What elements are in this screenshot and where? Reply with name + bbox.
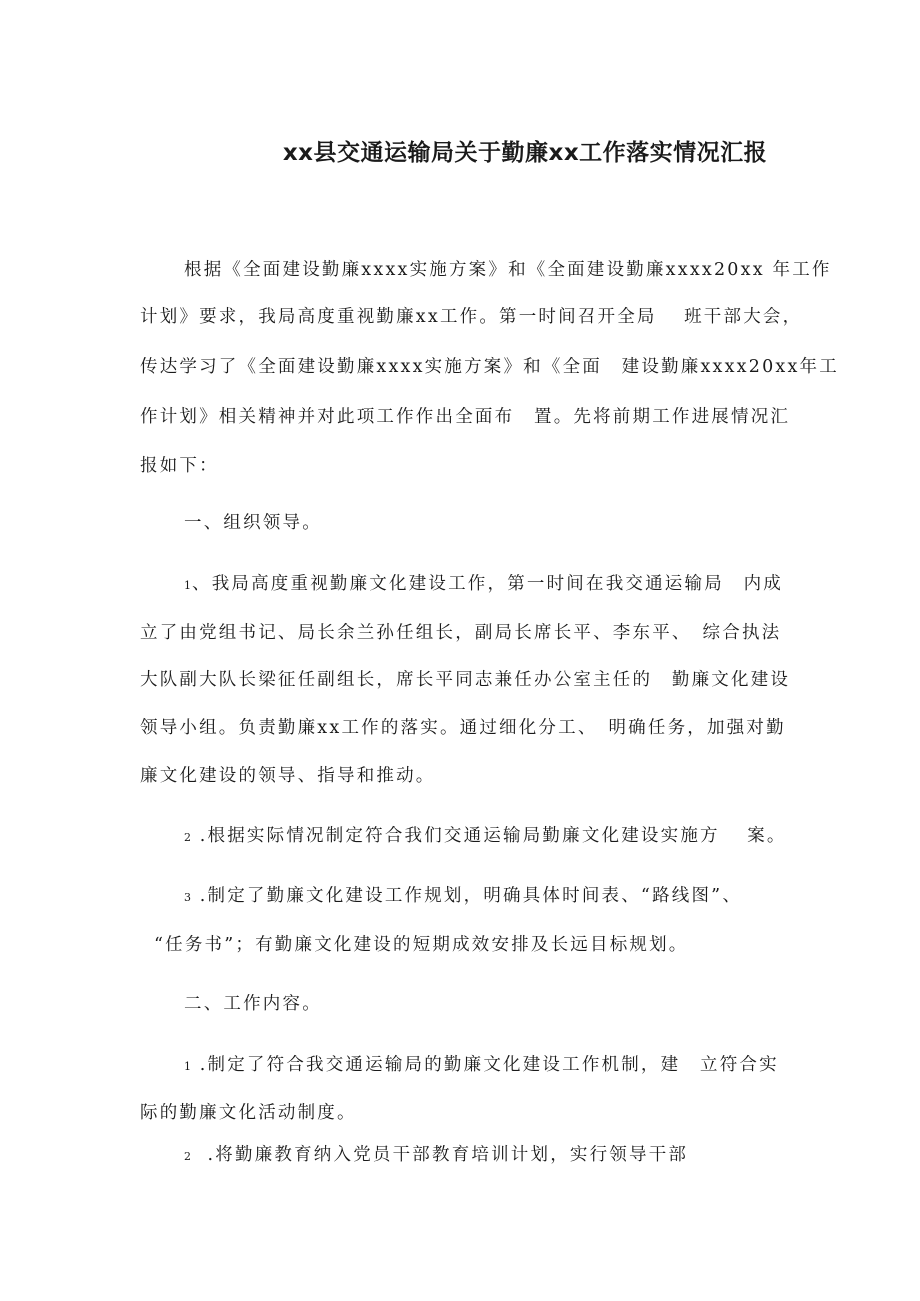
intro-line-5: 报如下： bbox=[140, 456, 219, 476]
s2-item2-number: 2 bbox=[184, 1150, 192, 1163]
intro-line-3: 传达学习了《全面建设勤廉xxxx实施方案》和《全面 建设勤廉xxxx20xx年工 bbox=[140, 357, 839, 377]
intro-line-2: 计划》要求，我局高度重视勤廉xx工作。第一时间召开全局 班干部大会， bbox=[140, 307, 803, 327]
section-1-heading: 一、组织领导。 bbox=[184, 513, 322, 533]
s1-item3-line-1 bbox=[184, 882, 742, 907]
s1-item1-line-2: 立了由党组书记、局长余兰孙任组长，副局长席长平、李东平、 综合执法 bbox=[140, 623, 782, 643]
document-title: xx县交通运输局关于勤廉xx工作落实情况汇报 bbox=[282, 140, 768, 166]
s1-item3-number: 3 bbox=[184, 891, 192, 904]
s1-item1-text: 、我局高度重视勤廉文化建设工作，第一时间在我交通运输局 内成 bbox=[192, 574, 783, 594]
s2-item1-line-1 bbox=[184, 1051, 779, 1076]
s1-item2-line bbox=[184, 822, 787, 847]
s2-item1-text: .制定了符合我交通运输局的勤廉文化建设工作机制，建 立符合实 bbox=[199, 1055, 779, 1075]
s1-item1-line-1 bbox=[184, 570, 783, 595]
intro-line-1: 根据《全面建设勤廉xxxx实施方案》和《全面建设勤廉xxxx20xx 年工作 bbox=[184, 260, 832, 280]
s1-item1-line-3: 大队副大队长梁征任副组长，席长平同志兼任办公室主任的 勤廉文化建设 bbox=[140, 670, 791, 690]
s1-item2-number: 2 bbox=[184, 831, 192, 844]
s2-item1-number: 1 bbox=[184, 1060, 192, 1073]
s2-item2-text: .将勤廉教育纳入党员干部教育培训计划，实行领导干部 bbox=[207, 1145, 689, 1165]
s1-item2-text: .根据实际情况制定符合我们交通运输局勤廉文化建设实施方 案。 bbox=[199, 826, 787, 846]
s1-item1-number: 1 bbox=[184, 579, 192, 592]
section-2-heading: 二、工作内容。 bbox=[184, 994, 322, 1014]
s1-item3-line-2: “任务书”；有勤廉文化建设的短期成效安排及长远目标规划。 bbox=[154, 935, 689, 955]
s2-item1-line-2: 际的勤廉文化活动制度。 bbox=[140, 1103, 357, 1123]
s1-item1-line-4: 领导小组。负责勤廉xx工作的落实。通过细化分工、 明确任务，加强对勤 bbox=[140, 718, 786, 738]
s1-item3-text: .制定了勤廉文化建设工作规划，明确具体时间表、“路线图”、 bbox=[199, 886, 743, 906]
intro-line-4: 作计划》相关精神并对此项工作作出全面布 置。先将前期工作进展情况汇 bbox=[140, 407, 791, 427]
s1-item1-line-5: 廉文化建设的领导、指导和推动。 bbox=[140, 766, 436, 786]
s2-item2-line bbox=[184, 1141, 688, 1166]
